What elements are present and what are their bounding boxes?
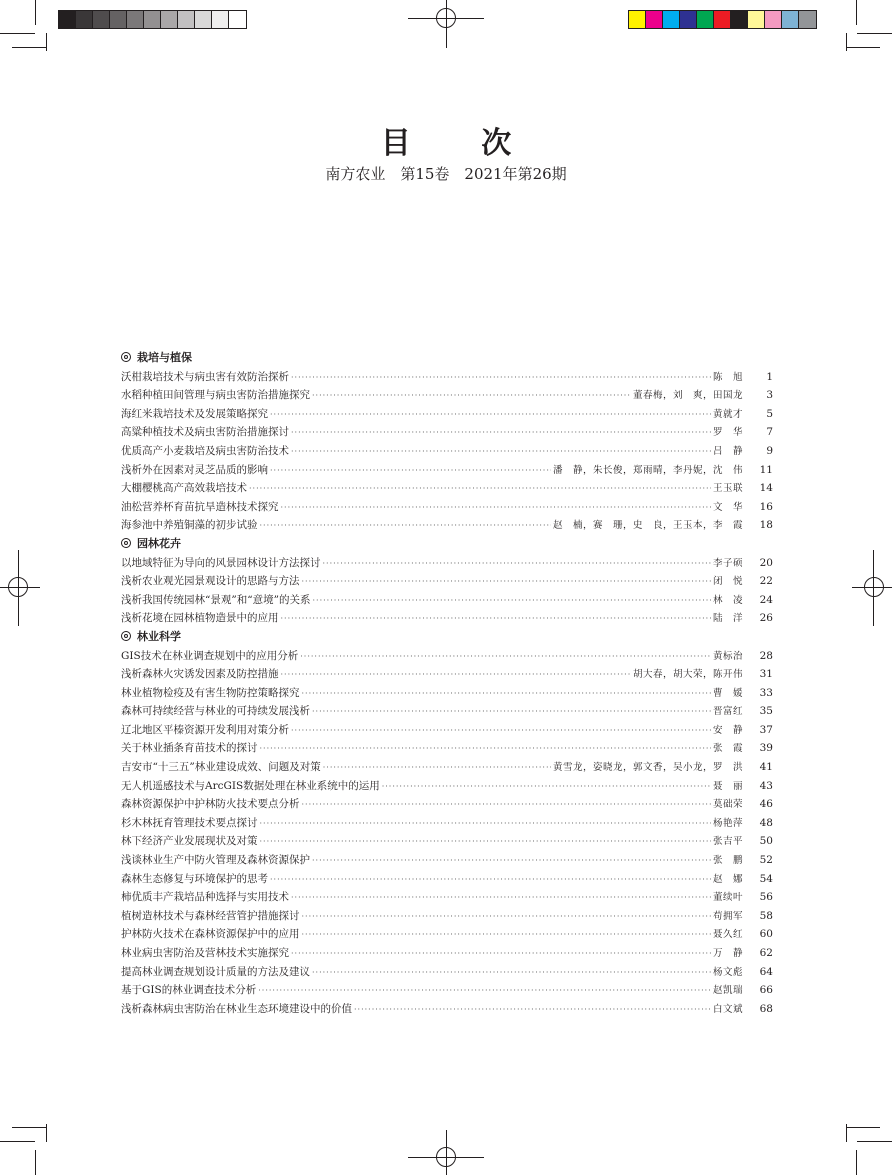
gray-swatch (178, 11, 195, 28)
article-author: 吕 静 (712, 445, 743, 457)
section-bullet-icon (121, 631, 131, 641)
dot-leader (260, 815, 711, 834)
article-title: 植树造林技术与森林经营管护措施探讨 (121, 909, 300, 922)
gray-swatch (212, 11, 229, 28)
gray-swatch (161, 11, 178, 28)
toc-entry[interactable] (121, 907, 773, 926)
page-number: 52 (759, 854, 773, 867)
dot-leader (249, 480, 711, 499)
article-author: 莫础荣 (712, 799, 743, 811)
page-number: 20 (759, 556, 773, 569)
article-title: 优质高产小麦栽培及病虫害防治技术 (121, 444, 289, 457)
page-number: 41 (759, 761, 773, 774)
article-author: 林 凌 (712, 594, 743, 606)
toc-entry[interactable] (121, 1000, 773, 1019)
page-number: 50 (759, 835, 773, 848)
dot-leader (260, 833, 711, 852)
toc-entry[interactable] (121, 944, 773, 963)
color-swatch (731, 11, 748, 28)
toc-entry[interactable] (121, 591, 773, 610)
toc-entry[interactable] (121, 554, 773, 573)
article-title: 杉木林抚育管理技术要点探讨 (121, 816, 258, 829)
gray-swatch (76, 11, 93, 28)
article-title: 浅析森林火灾诱发因素及防控措施 (121, 668, 279, 681)
dot-leader (302, 796, 711, 815)
page-number: 3 (766, 389, 773, 402)
color-swatch (714, 11, 731, 28)
dot-leader (281, 666, 631, 685)
color-swatch (646, 11, 663, 28)
page-number: 68 (759, 1002, 773, 1015)
page-number: 48 (759, 816, 773, 829)
section-bullet-icon (121, 352, 131, 362)
toc-entry[interactable] (121, 925, 773, 944)
dot-leader (291, 424, 711, 443)
article-title: 林业植物检疫及有害生物防控策略探究 (121, 686, 300, 699)
table-of-contents (121, 349, 773, 1018)
article-title: 高粱种植技术及病虫害防治措施探讨 (121, 426, 289, 439)
article-author: 李子硕 (712, 557, 743, 569)
article-author: 胡大春，胡大荣，陈开伟 (632, 669, 743, 681)
toc-entry[interactable] (121, 851, 773, 870)
page-number: 16 (759, 500, 773, 513)
gray-calibration-bar (58, 10, 247, 29)
dot-leader (302, 573, 711, 592)
page-number: 1 (766, 370, 773, 383)
dot-leader (291, 945, 711, 964)
article-author: 罗 华 (712, 427, 743, 439)
toc-entry[interactable] (121, 498, 773, 517)
gray-swatch (195, 11, 212, 28)
article-title: 浅析花境在园林植物造景中的应用 (121, 612, 279, 625)
toc-entry[interactable] (121, 405, 773, 424)
dot-leader (281, 610, 711, 629)
article-title: 浅析森林病虫害防治在林业生态环境建设中的价值 (121, 1002, 352, 1015)
article-title: 吉安市“十三五”林业建设成效、问题及对策 (121, 761, 321, 774)
dot-leader (323, 555, 711, 574)
page-number: 37 (759, 723, 773, 736)
page-number: 58 (759, 909, 773, 922)
dot-leader (258, 982, 711, 1001)
article-author: 赵 娜 (712, 873, 743, 885)
article-title: 关于林业插条育苗技术的探讨 (121, 742, 258, 755)
page-number: 56 (759, 891, 773, 904)
article-title: 浅析农业观光园景观设计的思路与方法 (121, 575, 300, 588)
article-title: 护林防火技术在森林资源保护中的应用 (121, 928, 300, 941)
article-author: 杨艳萍 (712, 817, 743, 829)
article-author: 赵凯瑞 (712, 985, 743, 997)
article-author: 张吉平 (712, 836, 743, 848)
toc-entry[interactable] (121, 814, 773, 833)
article-title: 沃柑栽培技术与病虫害有效防治探析 (121, 370, 289, 383)
article-title: 柿优质丰产栽培品种选择与实用技术 (121, 891, 289, 904)
article-author: 闭 悦 (712, 576, 743, 588)
dot-leader (291, 722, 711, 741)
article-title: 森林生态修复与环境保护的思考 (121, 872, 268, 885)
toc-entry[interactable] (121, 963, 773, 982)
page-number: 28 (759, 649, 773, 662)
toc-entry[interactable] (121, 442, 773, 461)
gray-swatch (59, 11, 76, 28)
article-title: 海参池中养殖铜藻的初步试验 (121, 519, 258, 532)
article-author: 董春梅，刘 爽，田国龙 (632, 390, 743, 402)
article-title: 大棚樱桃高产高效栽培技术 (121, 482, 247, 495)
page-number: 35 (759, 705, 773, 718)
article-author: 万 静 (712, 948, 743, 959)
toc-entry[interactable] (121, 368, 773, 387)
article-author: 张 鹏 (712, 855, 743, 867)
color-swatch (663, 11, 680, 28)
article-title: 无人机遥感技术与ArcGIS数据处理在林业系统中的运用 (121, 779, 380, 792)
toc-entry[interactable] (121, 795, 773, 814)
article-title: 浅析外在因素对灵芝品质的影响 (121, 463, 268, 476)
color-swatch (680, 11, 697, 28)
toc-entry[interactable] (121, 572, 773, 591)
gray-swatch (127, 11, 144, 28)
article-title: 森林资源保护中护林防火技术要点分析 (121, 798, 300, 811)
article-author: 潘 静，朱长俊，郑雨晴，李丹妮，沈 伟 (552, 464, 743, 476)
dot-leader (260, 740, 711, 759)
article-author: 黄标治 (712, 650, 743, 662)
page-number: 43 (759, 779, 773, 792)
page-number: 14 (759, 482, 773, 495)
toc-entry[interactable] (121, 702, 773, 721)
toc-entry[interactable] (121, 684, 773, 703)
article-title: 浅谈林业生产中防火管理及森林资源保护 (121, 854, 310, 867)
article-author: 晋富红 (712, 706, 743, 718)
dot-leader (302, 926, 711, 945)
section-bullet-icon (121, 538, 131, 548)
toc-entry[interactable] (121, 981, 773, 1000)
article-author: 苟拥军 (712, 910, 743, 922)
color-swatch (765, 11, 782, 28)
article-author: 曹 媛 (712, 687, 743, 699)
toc-entry[interactable] (121, 777, 773, 796)
gray-swatch (144, 11, 161, 28)
article-title: 海红米栽培技术及发展策略探究 (121, 407, 268, 420)
dot-leader (323, 759, 551, 778)
gray-swatch (93, 11, 110, 28)
toc-entry[interactable] (121, 647, 773, 666)
dot-leader (270, 871, 711, 890)
article-title: 森林可持续经营与林业的可持续发展浅析 (121, 705, 310, 718)
gray-swatch (110, 11, 127, 28)
toc-entry[interactable] (121, 479, 773, 498)
toc-entry[interactable] (121, 386, 773, 405)
toc-entry[interactable] (121, 758, 773, 777)
article-title: 水稻种植田间管理与病虫害防治措施探究 (121, 389, 310, 402)
article-author: 董续叶 (712, 892, 743, 904)
page-number: 18 (759, 519, 773, 532)
color-swatch (748, 11, 765, 28)
toc-entry[interactable] (121, 870, 773, 889)
section-heading (121, 628, 773, 647)
dot-leader (312, 703, 711, 722)
article-author: 张 霞 (712, 743, 743, 755)
toc-entry[interactable] (121, 832, 773, 851)
dot-leader (312, 387, 631, 406)
article-author: 陈 旭 (712, 371, 743, 383)
color-swatch (782, 11, 799, 28)
dot-leader (354, 1001, 711, 1020)
page-number: 54 (759, 872, 773, 885)
page-number: 66 (759, 984, 773, 997)
page-number: 24 (759, 593, 773, 606)
article-author: 王玉联 (712, 483, 743, 495)
toc-entry[interactable] (121, 665, 773, 684)
dot-leader (260, 517, 551, 536)
page-number: 9 (766, 444, 773, 457)
toc-entry[interactable] (121, 461, 773, 480)
issue-subtitle: 南方农业 第15卷 2021年第26期 (325, 165, 567, 183)
article-title: GIS技术在林业调查规划中的应用分析 (121, 649, 299, 662)
article-title: 林下经济产业发展现状及对策 (121, 835, 258, 848)
article-title: 浅析我国传统园林“景观”和“意境”的关系 (121, 593, 311, 606)
section-name: 园林花卉 (137, 536, 181, 550)
toc-entry[interactable] (121, 609, 773, 628)
page-number: 7 (766, 426, 773, 439)
toc-entry[interactable] (121, 516, 773, 535)
article-title: 提高林业调查规划设计质量的方法及建议 (121, 965, 310, 978)
article-author: 聂 丽 (712, 780, 743, 792)
page-number: 11 (759, 463, 773, 476)
page-number: 22 (759, 575, 773, 588)
section-heading (121, 349, 773, 368)
page-title: 目 次 (380, 126, 542, 161)
dot-leader (302, 685, 711, 704)
dot-leader (382, 778, 711, 797)
toc-entry[interactable] (121, 423, 773, 442)
dot-leader (300, 648, 711, 667)
dot-leader (302, 908, 711, 927)
toc-entry[interactable] (121, 739, 773, 758)
gray-swatch (229, 11, 246, 28)
dot-leader (281, 499, 711, 518)
article-author: 赵 楠，赛 珊，史 良，王玉本，李 霞 (552, 520, 743, 532)
article-author: 安 静 (712, 724, 743, 736)
color-swatch (697, 11, 714, 28)
dot-leader (291, 443, 711, 462)
page-number: 60 (759, 928, 773, 941)
toc-entry[interactable] (121, 888, 773, 907)
dot-leader (312, 852, 711, 871)
color-swatch (629, 11, 646, 28)
color-swatch (799, 11, 816, 28)
article-title: 以地域特征为导向的风景园林设计方法探讨 (121, 556, 321, 569)
article-title: 油松营养杯育苗抗旱造林技术探究 (121, 500, 279, 513)
dot-leader (270, 462, 551, 481)
dot-leader (291, 889, 711, 908)
article-author: 聂久红 (712, 929, 743, 941)
article-title: 基于GIS的林业调查技术分析 (121, 984, 257, 997)
page-number: 26 (759, 612, 773, 625)
article-title: 辽北地区平榛资源开发利用对策分析 (121, 723, 289, 736)
page-number: 64 (759, 965, 773, 978)
article-author: 黄雪龙，姿晓龙，郭文香，吴小龙，罗 洪 (552, 762, 743, 774)
article-author: 陆 洋 (712, 613, 743, 625)
section-name: 林业科学 (137, 629, 181, 643)
page-number: 46 (759, 798, 773, 811)
page-number: 39 (759, 742, 773, 755)
dot-leader (312, 592, 711, 611)
color-calibration-bar (628, 10, 817, 29)
article-title: 林业病虫害防治及营林技术实施探究 (121, 947, 289, 959)
dot-leader (291, 369, 711, 388)
article-author: 文 华 (712, 501, 743, 513)
page-number: 5 (766, 407, 773, 420)
article-author: 杨文彪 (712, 966, 743, 978)
toc-entry[interactable] (121, 721, 773, 740)
page-number: 31 (759, 668, 773, 681)
article-author: 黄就才 (712, 408, 743, 420)
page-number: 62 (759, 947, 773, 959)
section-name: 栽培与植保 (137, 351, 192, 364)
section-heading (121, 535, 773, 554)
dot-leader (312, 964, 711, 983)
dot-leader (270, 406, 711, 425)
page-number: 33 (759, 686, 773, 699)
article-author: 白文斌 (712, 1003, 743, 1015)
